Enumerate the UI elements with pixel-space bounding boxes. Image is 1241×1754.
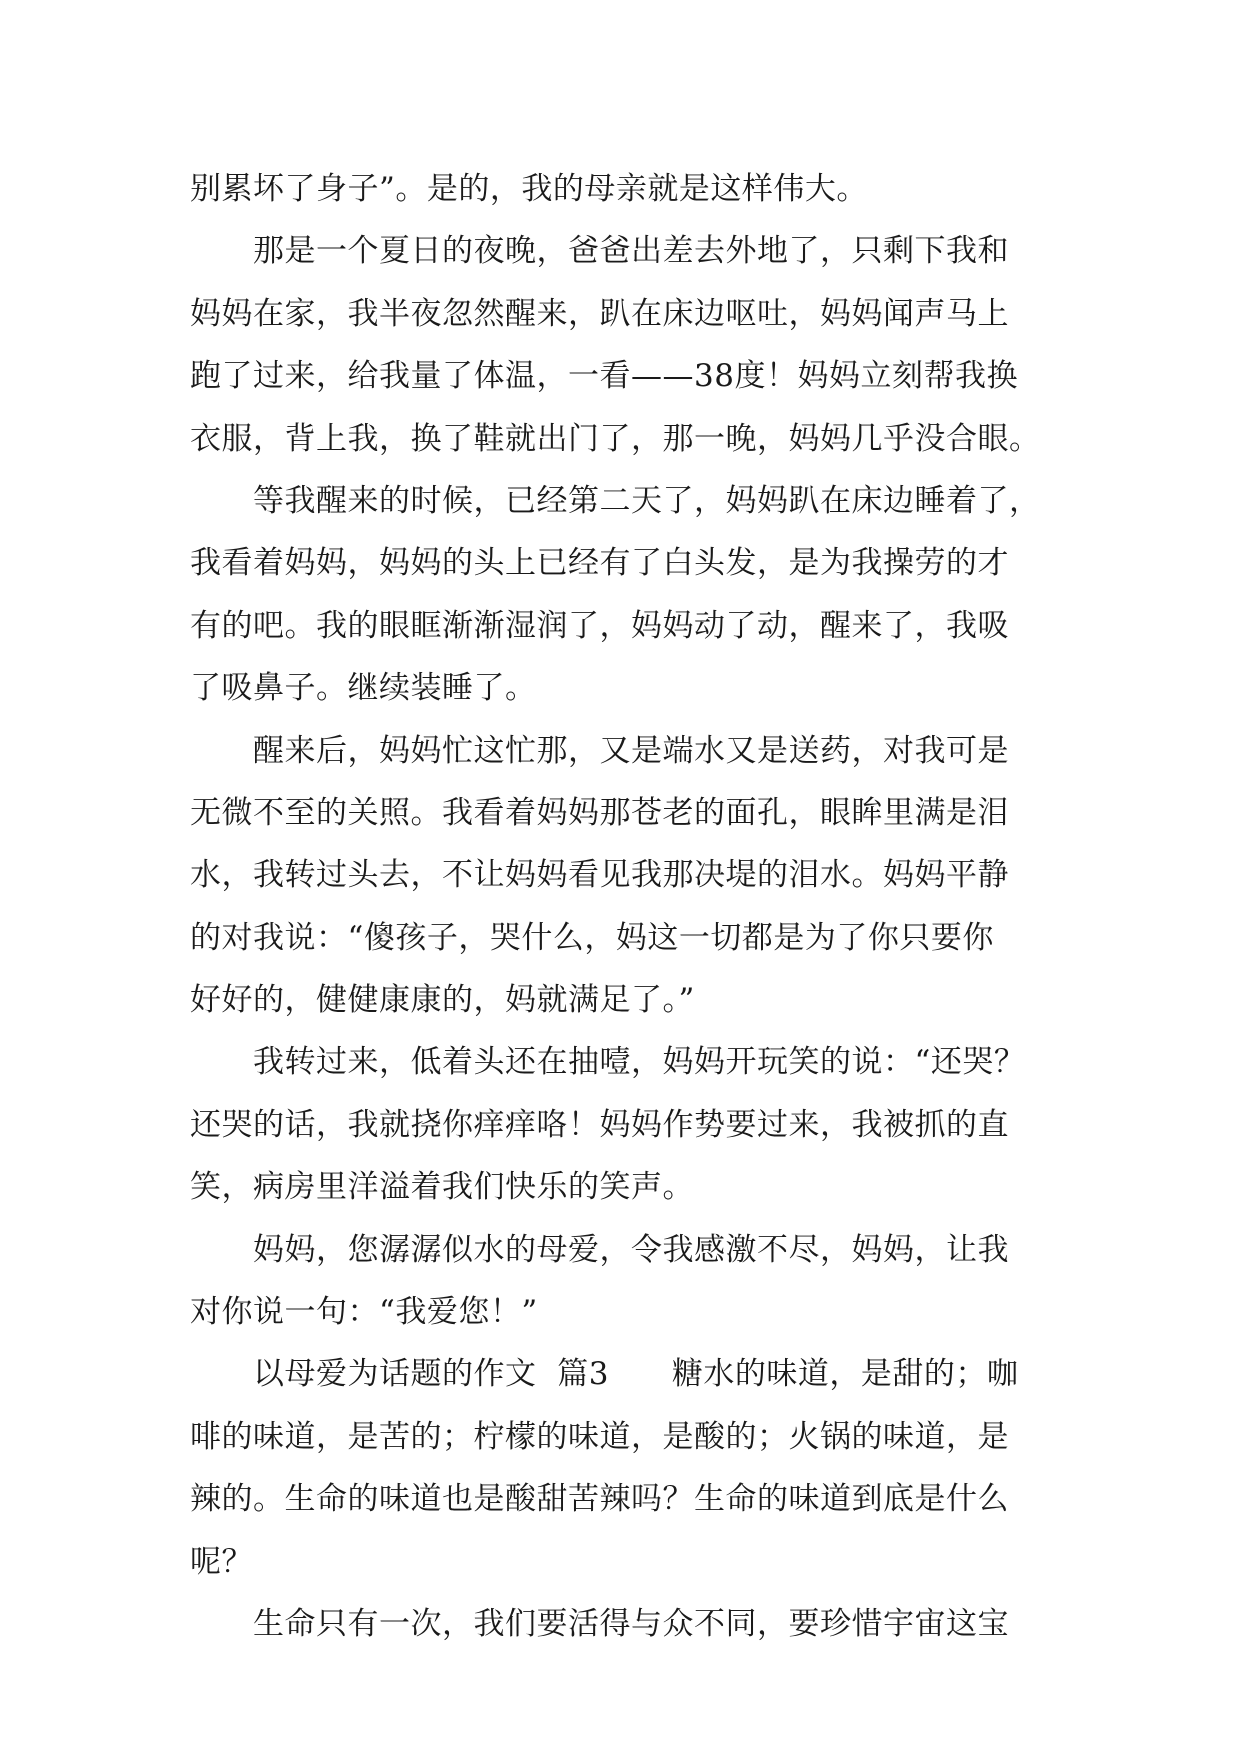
text-line: 跑了过来，给我量了体温，一看——38度！妈妈立刻帮我换 (190, 358, 1018, 395)
essay-text (190, 158, 1060, 1655)
text-line: 衣服，背上我，换了鞋就出门了，那一晚，妈妈几乎没合眼。 (190, 420, 1041, 457)
text-line: 了吸鼻子。继续装睡了。 (190, 670, 537, 707)
text-line: 呢？ (190, 1543, 253, 1580)
text-line: 我看着妈妈，妈妈的头上已经有了白头发，是为我操劳的才 (190, 545, 1009, 582)
text-line: 水，我转过头去，不让妈妈看见我那决堤的泪水。妈妈平静 (190, 857, 1009, 894)
text-line: 笑，病房里洋溢着我们快乐的笑声。 (190, 1169, 694, 1206)
text-line: 妈妈在家，我半夜忽然醒来，趴在床边呕吐，妈妈闻声马上 (190, 295, 1009, 332)
text-line: 以母爱为话题的作文 篇3 糖水的味道，是甜的；咖 (190, 1356, 1019, 1393)
text-line: 我转过来，低着头还在抽噎，妈妈开玩笑的说：“还哭？ (190, 1044, 1026, 1081)
text-line: 对你说一句：“我爱您！” (190, 1294, 538, 1331)
text-line: 还哭的话，我就挠你痒痒咯！妈妈作势要过来，我被抓的直 (190, 1106, 1009, 1143)
text-line: 的对我说：“傻孩子，哭什么，妈这一切都是为了你只要你 (190, 919, 994, 956)
text-line: 生命只有一次，我们要活得与众不同，要珍惜宇宙这宝 (190, 1605, 1009, 1642)
text-line: 无微不至的关照。我看着妈妈那苍老的面孔，眼眸里满是泪 (190, 794, 1009, 831)
text-line: 那是一个夏日的夜晚，爸爸出差去外地了，只剩下我和 (190, 233, 1009, 270)
text-line: 妈妈，您潺潺似水的母爱，令我感激不尽，妈妈，让我 (190, 1231, 1009, 1268)
text-line: 辣的。生命的味道也是酸甜苦辣吗？生命的味道到底是什么 (190, 1481, 1009, 1518)
text-line: 有的吧。我的眼眶渐渐湿润了，妈妈动了动，醒来了，我吸 (190, 607, 1009, 644)
text-line: 别累坏了身子”。是的，我的母亲就是这样伟大。 (190, 171, 868, 207)
text-line: 等我醒来的时候，已经第二天了，妈妈趴在床边睡着了， (190, 482, 1041, 519)
text-line: 醒来后，妈妈忙这忙那，又是端水又是送药，对我可是 (190, 732, 1009, 769)
text-line: 好好的，健健康康的，妈就满足了。” (190, 982, 695, 1019)
text-line: 啡的味道，是苦的；柠檬的味道，是酸的；火锅的味道，是 (190, 1418, 1009, 1455)
